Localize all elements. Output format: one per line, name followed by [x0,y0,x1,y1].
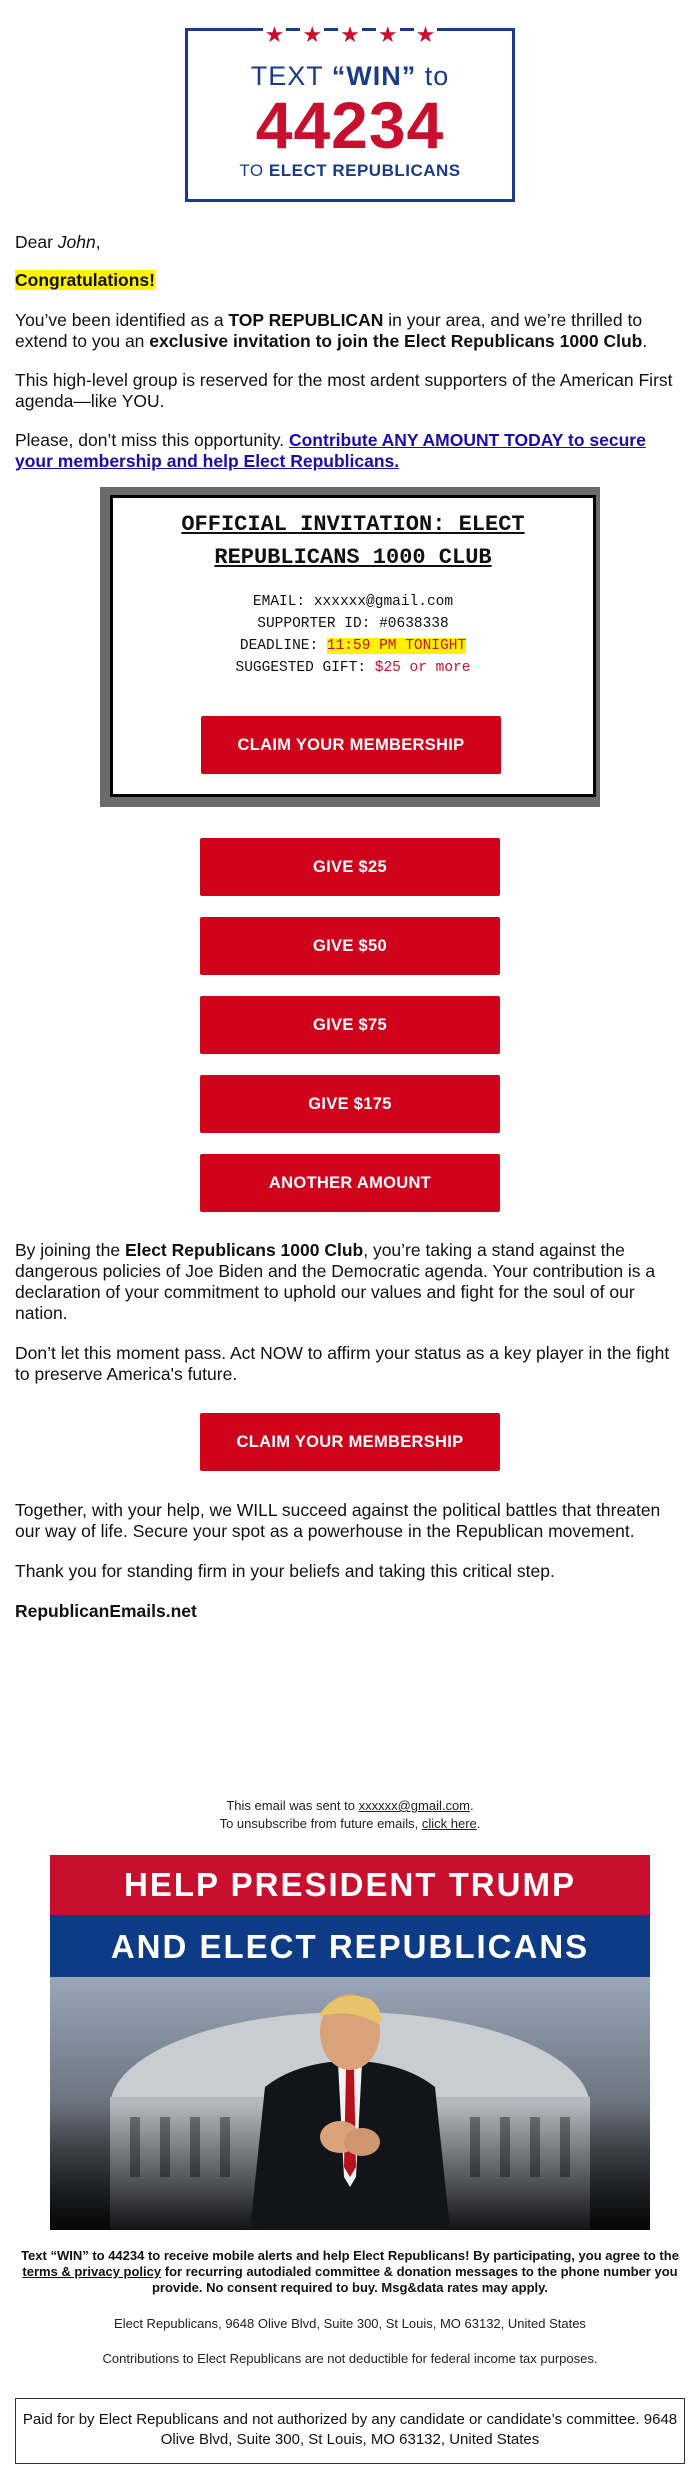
claim-membership-button-2[interactable]: CLAIM YOUR MEMBERSHIP [200,1413,500,1471]
badge-elect-republicans: TO ELECT REPUBLICANS [239,161,461,180]
star-icon: ★ [377,22,398,47]
intro-paragraph: You’ve been identified as a TOP REPUBLICAN in your area, and we’re thrilled to extend to you an exclusive invitation to join the Elect Republicans 1000 Club. [15,310,648,351]
thank-you-paragraph: Thank you for standing firm in your beliefs and taking this critical step. [15,1561,555,1581]
joining-paragraph: By joining the Elect Republicans 1000 Club, you’re taking a stand against the dangerous policies of Joe Biden and the Democratic agenda. Your contribution is a declaration of your commitment to uphold our values and fight for the soul of our nation. [15,1240,656,1323]
together-paragraph: Together, with your help, we WILL succeed against the political battles that threaten our way of life. Secure your spot as a powerhouse in the Republican movement. [15,1500,661,1541]
group-paragraph: This high-level group is reserved for the most ardent supporters of the American First agenda—like YOU. [15,370,673,411]
invitation-card-inner [110,495,596,797]
capitol-photo [50,1977,650,2230]
another-amount-button[interactable]: ANOTHER AMOUNT [200,1154,500,1212]
invitation-title: OFFICIAL INVITATION: ELECT REPUBLICANS 1000 CLUB [181,512,525,570]
terms-privacy-link[interactable]: terms & privacy policy [22,2264,162,2279]
tax-note: Contributions to Elect Republicans are not deductible for federal income tax purposes. [102,2351,598,2366]
unsubscribe-line: To unsubscribe from future emails, click here. [219,1816,481,1831]
paid-for-box: Paid for by Elect Republicans and not authorized by any candidate or candidate’s committee. 9648 Olive Blvd, Suite 300, St Louis, MO 63132, United States [15,2398,685,2464]
address-line: Elect Republicans, 9648 Olive Blvd, Suite 300, St Louis, MO 63132, United States [114,2316,586,2331]
sent-to-line: This email was sent to xxxxxx@gmail.com. [226,1798,474,1813]
sms-disclaimer: Text “WIN” to 44234 to receive mobile alerts and help Elect Republicans! By participating, you agree to the terms & privacy policy for recurring autodialed committee & donation messages to the phone number you provide. No consent required to buy. Msg&data rates may apply. [21,2248,679,2295]
claim-membership-button[interactable]: CLAIM YOUR MEMBERSHIP [201,716,501,774]
greeting: Dear John, [15,232,101,252]
banner-headline-2: AND ELECT REPUBLICANS [110,1928,590,1965]
signature: RepublicanEmails.net [15,1601,197,1621]
star-icon: ★ [415,22,436,47]
contribute-paragraph: Please, don’t miss this opportunity. Contribute ANY AMOUNT TODAY to secure your membership and help Elect Republicans. [15,430,646,471]
badge-text-win: TEXT “WIN” to [250,61,450,91]
invitation-card [100,487,600,807]
act-now-paragraph: Don’t let this moment pass. Act NOW to affirm your status as a key player in the fight to preserve America's future. [15,1343,670,1384]
star-icon: ★ [340,22,360,47]
text-win-badge [185,22,515,202]
give-75-button[interactable]: GIVE $75 [200,996,500,1054]
give-50-button[interactable]: GIVE $50 [200,917,500,975]
unsubscribe-link[interactable]: click here [421,1816,477,1831]
badge-shortcode: 44234 [255,88,445,162]
invitation-deadline: DEADLINE: 11:59 PM TONIGHT [239,638,467,654]
invitation-suggested-gift: SUGGESTED GIFT: $25 or more [235,660,471,676]
invitation-email: EMAIL: xxxxxx@gmail.com [252,594,454,610]
invitation-supporter-id: SUPPORTER ID: #0638338 [257,616,449,632]
contribute-link[interactable]: Contribute ANY AMOUNT TODAY to secure your membership and help Elect Republicans. [15,430,646,471]
trump-banner-image[interactable] [50,1855,650,2230]
banner-headline-1: HELP PRESIDENT TRUMP [124,1866,576,1903]
star-icon: ★ [264,22,285,47]
give-175-button[interactable]: GIVE $175 [200,1075,500,1133]
congrats-line: Congratulations! [15,270,155,290]
recipient-email-link[interactable]: xxxxxx@gmail.com [358,1798,471,1813]
star-icon: ★ [302,22,323,47]
give-25-button[interactable]: GIVE $25 [200,838,500,896]
stars-row [188,24,512,47]
